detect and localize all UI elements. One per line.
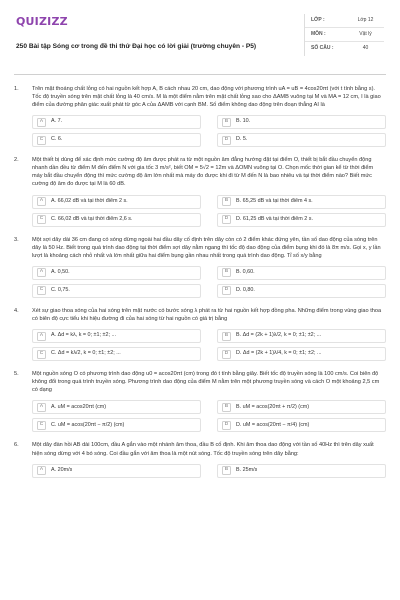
option-d[interactable]: [217, 213, 386, 227]
option-text: A. 0,50.: [51, 268, 70, 275]
option-letter: B: [222, 268, 231, 277]
option-text: B. 10.: [236, 118, 251, 125]
option-text: B. Δd = (2k + 1)λ/2, k = 0; ±1; ±2; ...: [236, 332, 322, 339]
option-text: B. 0,60.: [236, 268, 255, 275]
meta-label: LỚP :: [311, 16, 325, 23]
option-letter: D: [222, 215, 231, 224]
option-b[interactable]: [217, 115, 386, 129]
option-c[interactable]: [32, 213, 201, 227]
option-c[interactable]: [32, 284, 201, 298]
option-text: D. uM = acos(20πt − π/4) (cm): [236, 421, 310, 428]
question-text: Một sợi dây dài 36 cm đang có sóng dừng ngoài hai đầu dây cố định trên dây còn có 2 điểm khác đứng yên, tần số dao động của sóng trên dây là 50 Hz. Biết trong quá trình dao động tại thời điểm sợi dây nằm ngang thì tốc độ dao động của điểm bụng khi đó là 8π m/s. Gọi x, y lần lượt là khoảng cách nhỏ nhất và lớn nhất giữa hai điểm bụng gần nhau nhất trong quá trình dao động. Tỉ số x/y bằng: [32, 236, 381, 259]
option-a[interactable]: [32, 195, 201, 209]
option-text: A. 7.: [51, 118, 63, 125]
option-b[interactable]: [217, 266, 386, 280]
option-text: C. 6.: [51, 136, 63, 143]
question-number: 1.: [14, 85, 19, 92]
option-a[interactable]: [32, 329, 201, 343]
meta-value: Lớp 12: [357, 16, 374, 23]
question-number: 3.: [14, 236, 19, 243]
meta-value: Vật lý: [359, 30, 372, 37]
option-letter: A: [37, 118, 46, 127]
question-text: Trên mặt thoáng chất lỏng có hai nguồn kết hợp A, B cách nhau 20 cm, dao động với phương trình uA = uB = 4cos20πt (với t tính bằng s). Tốc độ truyền sóng trên mặt chất lỏng là 40 cm/s. M là một điểm nằm trên mặt chất lỏng sao cho ΔAMB vuông tại M và MA = 12 cm, I là giao điểm của đường phân giác xuất phát từ góc A của ΔAMB với cạnh BM. Số điểm không dao động trên đoạn thẳng AI là: [32, 85, 381, 109]
meta-label: MÔN :: [311, 30, 326, 37]
option-letter: A: [37, 268, 46, 277]
option-b[interactable]: [217, 464, 386, 478]
option-letter: D: [222, 421, 231, 430]
question-5: [14, 370, 386, 432]
question-text: Xét sự giao thoa sóng của hai sóng trên mặt nước có bước sóng λ phát ra từ hai nguồn kết hợp đồng pha. Những điểm trong vùng giao thoa có biên độ cực tiểu khi hiệu đường đi của hai sóng từ hai nguồn có giá trị bằng: [32, 307, 382, 322]
option-text: C. 0,75.: [51, 286, 70, 293]
option-b[interactable]: [217, 400, 386, 414]
question-4: [14, 307, 386, 361]
option-letter: D: [222, 136, 231, 145]
options-grid: [32, 195, 386, 227]
options-grid: [32, 329, 386, 361]
option-d[interactable]: [217, 284, 386, 298]
option-a[interactable]: [32, 115, 201, 129]
option-text: C. Δd = kλ/2, k = 0; ±1; ±2; ...: [51, 350, 121, 357]
option-letter: B: [222, 197, 231, 206]
worksheet-header: [14, 12, 386, 64]
question-6: [14, 441, 386, 477]
options-grid: [32, 400, 386, 432]
meta-row-count: [305, 42, 384, 56]
header-divider: [14, 74, 386, 75]
option-text: A. 20m/s: [51, 466, 73, 473]
option-letter: C: [37, 286, 46, 295]
options-grid: [32, 464, 386, 478]
option-letter: A: [37, 466, 46, 475]
options-grid: [32, 115, 386, 147]
option-text: A. uM = acos20πt (cm): [51, 403, 107, 410]
option-letter: A: [37, 403, 46, 412]
option-text: B. uM = acos(20πt + π/2) (cm): [236, 403, 310, 410]
question-text: Một dây đàn hồi AB dài 100cm, đầu A gắn vào một nhánh âm thoa, đầu B cố định. Khi âm thoa dao động với tần số 40Hz thì trên dây xuất hiện sóng dừng với 4 bó sóng. Coi đầu gắn với âm thoa là một nút sóng. Tốc độ truyền sóng trên dây bằng:: [32, 442, 374, 457]
meta-row-subject: [305, 28, 384, 42]
option-d[interactable]: [217, 133, 386, 147]
option-c[interactable]: [32, 133, 201, 147]
option-letter: C: [37, 350, 46, 359]
question-1: [14, 85, 386, 147]
option-b[interactable]: [217, 195, 386, 209]
question-number: 4.: [14, 307, 19, 314]
question-number: 6.: [14, 442, 19, 449]
question-text: Một thiết bị dùng để xác định mức cường độ âm được phát ra từ một nguồn âm đẳng hướng đặt tại điểm O, thiết bị bắt đầu chuyển động nhanh dần đều từ điểm M đến điểm N với gia tốc 3 m/s², biết OM = 5√2 = 12m và ΔOMN vuông tại O. Chọn mốc thời gian kể từ thời điểm máy bắt đầu chuyển động thì mức cường độ âm lớn nhất mà máy đo được khi đi từ M đến N là bao nhiêu và tại thời điểm nào? Biết mức cường độ âm đo được tại M là 60 dB.: [32, 157, 374, 188]
option-letter: C: [37, 421, 46, 430]
question-2: [14, 156, 386, 226]
option-a[interactable]: [32, 400, 201, 414]
option-text: D. 61,25 dB và tại thời điểm 2 s.: [236, 215, 313, 222]
options-grid: [32, 266, 386, 298]
meta-row-class: [305, 14, 384, 28]
option-letter: C: [37, 215, 46, 224]
meta-table: [304, 14, 384, 56]
option-text: B. 65,25 dB và tại thời điểm 4 s.: [236, 197, 313, 204]
option-text: D. 0,80.: [236, 286, 255, 293]
option-letter: B: [222, 118, 231, 127]
meta-label: SỐ CÂU :: [311, 45, 334, 52]
question-number: 2.: [14, 157, 19, 164]
question-3: [14, 236, 386, 298]
option-c[interactable]: [32, 418, 201, 432]
option-c[interactable]: [32, 347, 201, 361]
option-letter: B: [222, 466, 231, 475]
meta-value: 40: [362, 45, 369, 52]
option-letter: B: [222, 332, 231, 341]
option-letter: C: [37, 136, 46, 145]
option-text: B. 25m/s: [236, 466, 258, 473]
option-a[interactable]: [32, 464, 201, 478]
question-text: Một nguồn sóng O có phương trình dao động u0 = acos20πt (cm) trong đó t tính bằng giây. Biết tốc độ truyền sóng là 100 cm/s. Coi biên độ không đổi trong quá trình truyền sóng. Phương trình dao động của điểm M nằm trên một phương truyền sóng và cách O một khoảng 2,5 cm có dạng: [32, 371, 380, 394]
option-letter: D: [222, 350, 231, 359]
option-letter: D: [222, 286, 231, 295]
option-d[interactable]: [217, 347, 386, 361]
option-text: C. uM = acos(20πt − π/2) (cm): [51, 421, 125, 428]
option-d[interactable]: [217, 418, 386, 432]
option-text: D. Δd = (2k + 1)λ/4, k = 0; ±1; ±2; ...: [236, 350, 322, 357]
question-number: 5.: [14, 371, 19, 378]
option-letter: B: [222, 403, 231, 412]
option-b[interactable]: [217, 329, 386, 343]
option-text: A. 66,02 dB và tại thời điểm 2 s.: [51, 197, 128, 204]
option-letter: A: [37, 332, 46, 341]
option-text: A. Δd = kλ, k = 0; ±1; ±2; ...: [51, 332, 116, 339]
option-text: C. 66,02 dB và tại thời điểm 2,6 s.: [51, 215, 133, 222]
quizizz-logo: QUIZIZZ: [16, 15, 68, 28]
option-a[interactable]: [32, 266, 201, 280]
page-title: 250 Bài tập Sóng cơ trong đề thi thử Đại học có lời giải (trường chuyên - P5): [16, 43, 257, 50]
option-text: D. 5.: [236, 136, 248, 143]
option-letter: A: [37, 197, 46, 206]
